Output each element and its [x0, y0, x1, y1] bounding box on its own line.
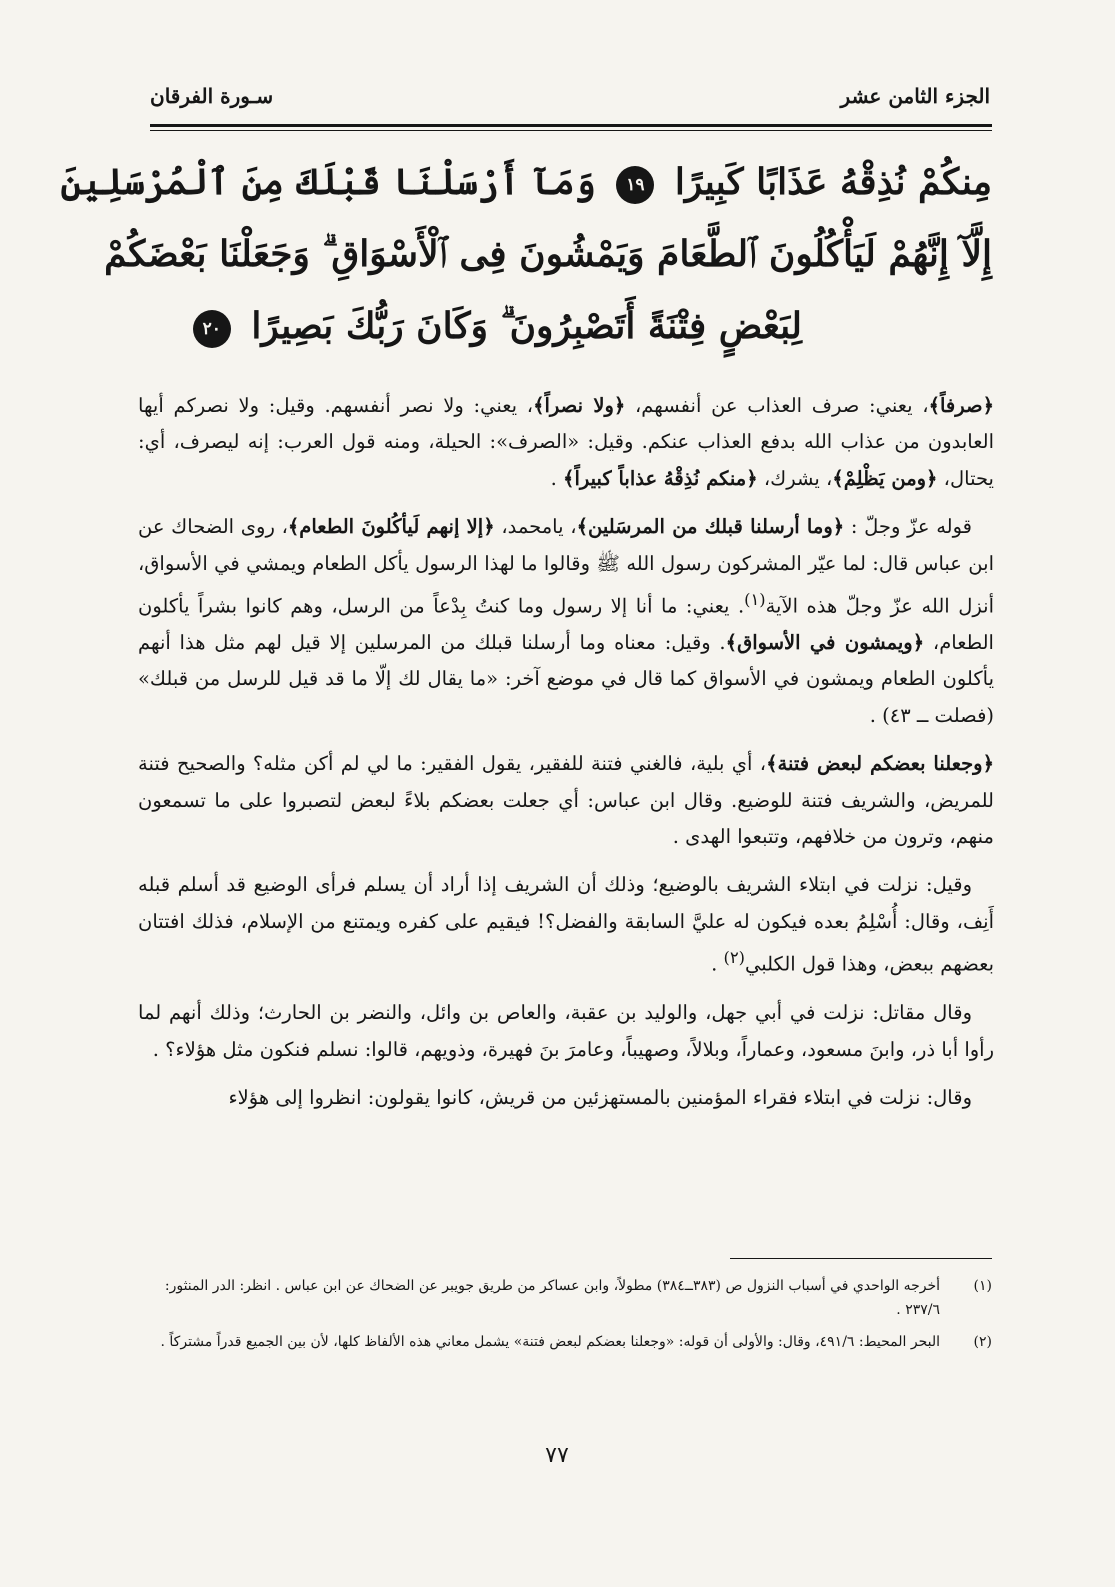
paragraph-text: ، يعني: صرف العذاب عن أنفسهم، — [625, 394, 929, 417]
footnotes — [148, 1274, 992, 1362]
footnote-ref[interactable]: (١) — [744, 590, 766, 610]
paragraph-text: وقال مقاتل: نزلت في أبي جهل، والوليد بن عقبة، والعاص بن وائل، والنضر بن الحارث؛ وذلك أنهم لما رأوا أبا ذر، وابنَ مسعود، وعماراً، وبلالاً، وصهيباً، وعامرَ بنَ فهيرة، وذويهم، قالوا: نسلم فنكون مثل هؤلاء؟ . — [138, 1001, 994, 1061]
paragraph-text: ، أي بلية، فالغني فتنة للفقير، يقول الفقير: ما لي لم أكن مثله؟ والصحيح فتنة للمريض، والشريف فتنة للوضيع. وقال ابن عباس: أي جعلت بعضكم بلاءً لبعض لتصبروا على ما تسمعون منهم، وترون من خلافهم، وتتبعوا الهدى . — [138, 752, 994, 848]
paragraph — [138, 509, 994, 734]
paragraph-text: وقال: نزلت في ابتلاء فقراء المؤمنين بالمستهزئين من قريش، كانوا يقولون: انظروا إلى هؤلاء — [228, 1085, 972, 1109]
paragraph — [138, 1080, 994, 1116]
footnote — [148, 1274, 992, 1322]
running-header — [150, 76, 990, 120]
footnote-text: البحر المحيط: ٤٩١/٦، وقال: والأولى أن قوله: «وجعلنا بعضكم لبعض فتنة» يشمل معاني هذه الألفاظ كلها، لأن بين الجميع قدراً مشتركاً . — [160, 1334, 940, 1350]
paragraph-text: . وقيل: معناه وما أرسلنا قبلك من المرسلين إلا قيل لهم مثل هذا أنهم يأكلون الطعام ويمشون في الأسواق كما قال في موضع آخر: «ما يقال لك إلّا ما قد قيل للرسل من قبلك» (فصلت ــ ٤٣) . — [138, 630, 994, 727]
quoted-phrase: ﴿وما أرسلنا قبلك من المرسَلين﴾ — [576, 515, 845, 539]
header-rule-thin — [150, 130, 992, 131]
verse-line — [104, 218, 992, 290]
quoted-phrase: ﴿ومن يَظْلِمْ﴾ — [832, 466, 938, 490]
footnote — [148, 1330, 992, 1354]
footnote-number: (٢) — [973, 1334, 992, 1350]
verse-line — [140, 290, 992, 362]
footnote-text: أخرجه الواحدي في أسباب النزول ص (٣٨٣ــ٣٨٤) مطولاً، وابن عساكر من طريق جويبر عن الضحاك عن ابن عباس . انظر: الدر المنثور: ٢٣٧/٦ . — [164, 1278, 940, 1318]
verse-number-marker: ٢٠ — [193, 310, 231, 348]
quoted-phrase: ﴿منكم نُذِقْهُ عذاباً كبيراً﴾ — [563, 466, 758, 490]
verse-text: مِنكُمْ نُذِقْهُ عَذَابًا كَبِيرًا — [674, 161, 992, 203]
paragraph-text: ، يعني: ولا نصر أنفسهم. وقيل: ولا نصركم أيها العابدون من عذاب الله بدفع العذاب عنكم. وقيل: «الصرف»: الحيلة، ومنه قول العرب: إنه ليصرف، أي: يحتال، — [138, 394, 994, 490]
quoted-phrase: ﴿ويمشون في الأسواق﴾ — [725, 630, 925, 654]
paragraph — [138, 746, 994, 855]
quoted-phrase: ﴿صرفاً﴾ — [928, 394, 994, 417]
paragraph-text: قوله عزّ وجلّ : — [844, 515, 972, 539]
paragraph — [138, 995, 994, 1068]
footnote-number: (١) — [973, 1278, 992, 1294]
part-title: الجزء الثامن عشر — [840, 84, 990, 108]
paragraph-text: وقيل: نزلت في ابتلاء الشريف بالوضيع؛ وذلك أن الشريف إذا أراد أن يسلم فرأى الوضيع قد أسلم قبله أَنِف، وقال: أُسْلِمُ بعده فيكون له عليَّ السابقة والفضل؟! فيقيم على كفره ويمتنع من الإسلام، فذلك افتتان بعضهم ببعض، وهذا قول الكلبي — [138, 873, 994, 976]
quoted-phrase: ﴿إلا إنهم لَيأكُلونَ الطعام﴾ — [287, 515, 495, 539]
quran-verses — [60, 146, 992, 362]
surah-title: سـورة الفرقان — [150, 84, 274, 108]
quoted-phrase: ﴿ولا نصراً﴾ — [533, 394, 626, 417]
paragraph — [138, 388, 994, 497]
page-number: ٧٧ — [545, 1443, 569, 1468]
header-rule — [150, 124, 992, 127]
paragraph-text: . — [550, 466, 564, 490]
verse-text: إِلَّآ إِنَّهُمْ لَيَأْكُلُونَ ٱلطَّعَامَ وَيَمْشُونَ فِى ٱلْأَسْوَاقِ ۗ وَجَعَلْنَا بَعْضَكُمْ — [104, 233, 992, 275]
verse-number-marker: ١٩ — [616, 166, 654, 204]
quoted-phrase: ﴿وجعلنا بعضكم لبعض فتنة﴾ — [766, 752, 994, 776]
paragraph-text: . يعني: ما أنا إلا رسول وما كنتُ بِدْعاً من الرسل، وهم كانوا بشراً يأكلون الطعام، — [138, 594, 994, 654]
verse-text: وَمَآ أَرْسَلْنَا قَبْلَكَ مِنَ ٱلْمُرْسَلِينَ — [60, 161, 596, 203]
verse-text: لِبَعْضٍ فِتْنَةً أَتَصْبِرُونَ ۗ وَكَانَ رَبُّكَ بَصِيرًا — [251, 305, 802, 347]
footnote-separator — [730, 1258, 992, 1259]
paragraph-text: ، روى الضحاك عن ابن عباس قال: لما عيّر المشركون رسول الله ﷺ وقالوا ما لهذا الرسول يأكل الطعام ويمشي في الأسواق، أنزل الله عزّ وجلّ هذه الآية — [138, 515, 995, 618]
paragraph-text: ، يشرك، — [757, 466, 833, 490]
footnote-ref[interactable]: (٢) — [723, 948, 745, 968]
paragraph-text: . — [711, 952, 724, 976]
paragraph — [138, 867, 994, 983]
verse-line — [60, 146, 992, 218]
paragraph-text: ، يامحمد، — [494, 515, 577, 539]
commentary-body — [138, 388, 994, 1128]
